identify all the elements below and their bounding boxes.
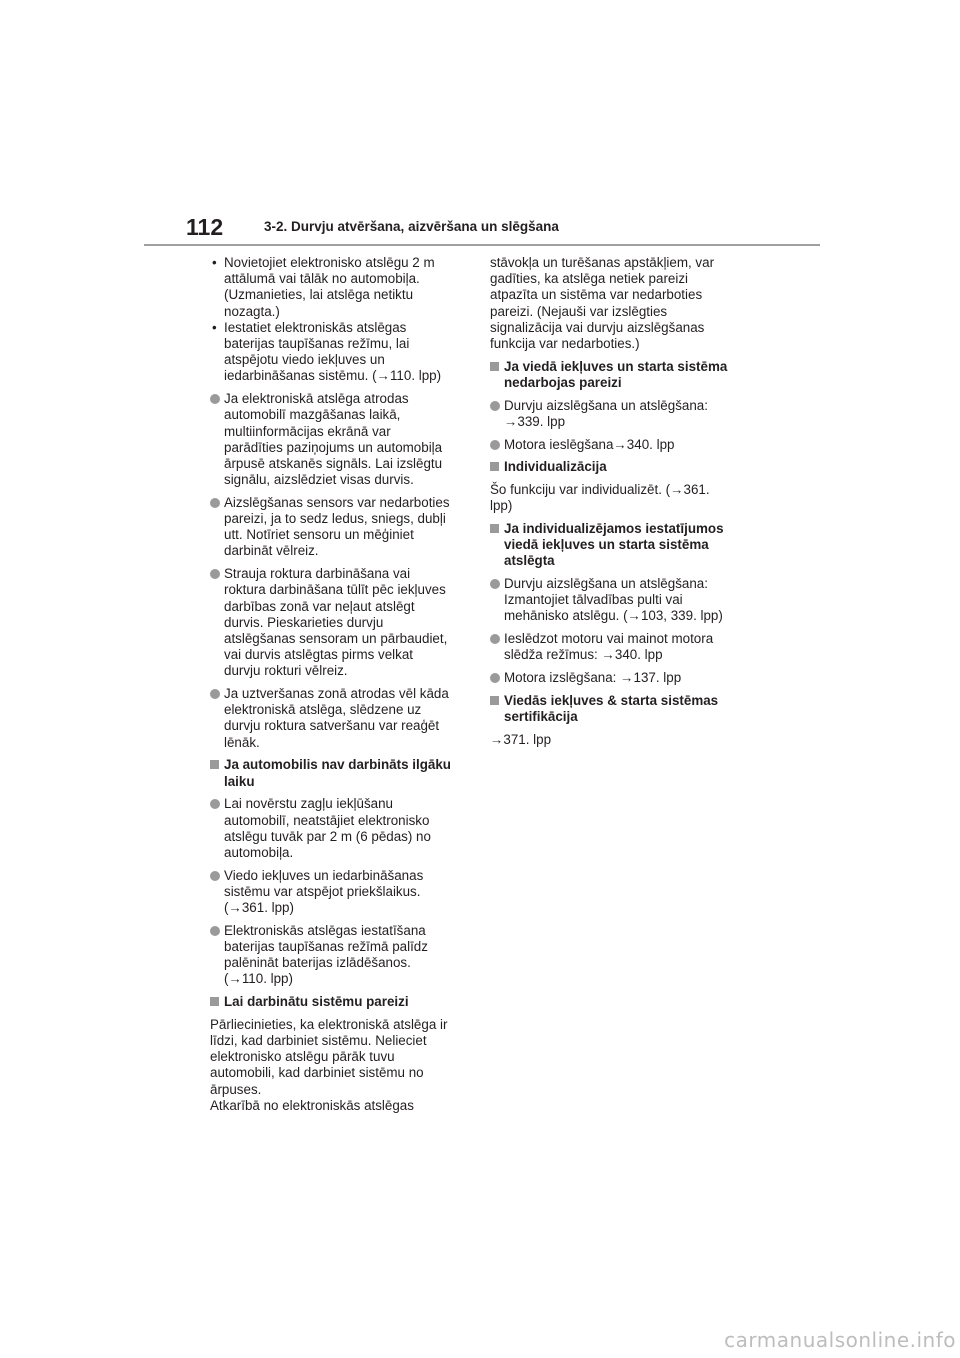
section-heading [210,757,472,789]
list-item-text: Strauja roktura darbināšana vai roktura darbināšana tūlīt pēc iekļuves darbības zonā var neļaut atslēgt durvis. Pieskarieties durvju atslēgšanas sensoram un pārbaudiet, vai durvis atslēgtas pirms velkat durvju rokturi vēlreiz. [224,566,448,679]
page-header [186,214,820,248]
list-item-text: Motora ieslēgšana→340. lpp [504,436,675,452]
body-paragraph: stāvokļa un turēšanas apstākļiem, var gadīties, ka atslēga netiek pareizi atpazīta un sistēma var nedarboties pareizi. (Nejauši var izslēgties signalizācija vai durvju aizslēgšanas funkcija var nedarboties.) [490,255,715,352]
circle-bullet-icon [490,579,500,589]
list-item [210,923,472,988]
list-item-text: Aizslēgšanas sensors var nedarboties pareizi, ja to sedz ledus, sniegs, dubļi utt. Notīriet sensoru un mēģiniet darbināt vēlreiz. [224,494,450,559]
circle-bullet-icon [490,440,500,450]
square-bullet-icon [490,362,499,371]
square-bullet-icon [490,462,499,471]
list-item [490,670,752,686]
list-item [490,576,752,625]
list-item [490,398,752,430]
list-item-text: Durvju aizslēgšana un atslēgšana: Izmantojiet tālvadības pulti vai mehānisko atslēgu. (→103, 339. lpp) [504,575,723,624]
circle-bullet-icon [210,569,220,579]
section-heading-text: Individualizācija [504,459,607,475]
square-bullet-icon [210,997,219,1006]
list-item [490,437,752,453]
list-item-text: Viedo iekļuves un iedarbināšanas sistēmu var atspējot priekšlaikus. (→361. lpp) [224,867,424,916]
circle-bullet-icon [210,689,220,699]
left-column [210,255,472,1120]
list-item-text: Novietojiet elektronisko atslēgu 2 m attālumā vai tālāk no automobiļa. (Uzmanieties, lai atslēga netiktu nozagta.) [224,255,435,319]
section-heading-text: Ja individualizējamos iestatījumos viedā iekļuves un starta sistēma atslēgta [504,520,724,569]
header-divider [144,244,820,246]
list-item-text: Iestatiet elektroniskās atslēgas baterijas taupīšanas režīmu, lai atspējotu viedo iekļuves un iedarbināšanas sistēmu. (→110. lpp) [224,319,442,384]
circle-bullet-icon [490,673,500,683]
list-item-text: Elektroniskās atslēgas iestatīšana baterijas taupīšanas režīmā palīdz palēnināt baterijas izlādēšanos. (→110. lpp) [224,922,428,987]
list-item [210,796,472,861]
section-heading [490,359,752,391]
circle-bullet-icon [490,634,500,644]
section-heading-text: Viedās iekļuves & starta sistēmas sertifikācija [504,692,719,724]
square-bullet-icon [490,524,499,533]
list-item-text: Ja elektroniskā atslēga atrodas automobilī mazgāšanas laikā, multiinformācijas ekrānā var parādīties paziņojums un automobiļa ārpusē atskanēs signāls. Lai izslēgtu signālu, aizslēdziet visas durvis. [224,391,443,488]
list-item-text: Motora izslēgšana: →137. lpp [504,669,682,685]
section-title: 3-2. Durvju atvēršana, aizvēršana un slēgšana [264,219,559,234]
section-heading [210,994,472,1010]
watermark: carmanualsonline.info [724,1328,956,1352]
section-heading-text: Lai darbinātu sistēmu pareizi [224,994,409,1010]
section-heading [490,693,752,725]
list-item [210,320,472,385]
body-paragraph: Pārliecinieties, ka elektroniskā atslēga ir līdzi, kad darbiniet sistēmu. Nelieciet elektronisko atslēgu pārāk tuvu automobili, kad darbiniet sistēmu no ārpuses. Atkarībā no elektroniskās atslēgas [210,1016,448,1113]
body-paragraph: Šo funkciju var individualizēt. (→361. lpp) [490,481,710,514]
list-item [210,391,472,488]
right-column [490,255,752,754]
section-heading-text: Ja viedā iekļuves un starta sistēma nedarbojas pareizi [504,358,728,390]
dash-bullet-icon: • [212,319,217,335]
list-item-text: Lai novērstu zagļu iekļūšanu automobilī, neatstājiet elektronisko atslēgu tuvāk par 2 m (6 pēdas) no automobiļa. [224,796,431,860]
list-item-text: Durvju aizslēgšana un atslēgšana: →339. lpp [504,397,708,429]
circle-bullet-icon [210,926,220,936]
list-item [210,868,472,917]
section-heading [490,521,752,570]
list-item [210,566,472,679]
list-item-text: Ja uztveršanas zonā atrodas vēl kāda elektroniskā atslēga, slēdzene uz durvju roktura satveršanu var reaģēt lēnāk. [224,686,449,750]
circle-bullet-icon [210,498,220,508]
list-item [490,631,752,663]
dash-bullet-icon: • [212,255,217,270]
list-item [210,255,472,320]
square-bullet-icon [490,696,499,705]
square-bullet-icon [210,760,219,769]
section-heading-text: Ja automobilis nav darbināts ilgāku laiku [224,757,451,789]
list-item [210,686,472,751]
circle-bullet-icon [210,799,220,809]
circle-bullet-icon [210,394,220,404]
list-item-text: Ieslēdzot motoru vai mainot motora slēdža režīmus: →340. lpp [504,631,714,663]
page-number: 112 [186,214,224,240]
circle-bullet-icon [210,871,220,881]
circle-bullet-icon [490,401,500,411]
section-heading [490,459,752,475]
body-paragraph: →371. lpp [490,731,552,747]
list-item [210,495,472,560]
